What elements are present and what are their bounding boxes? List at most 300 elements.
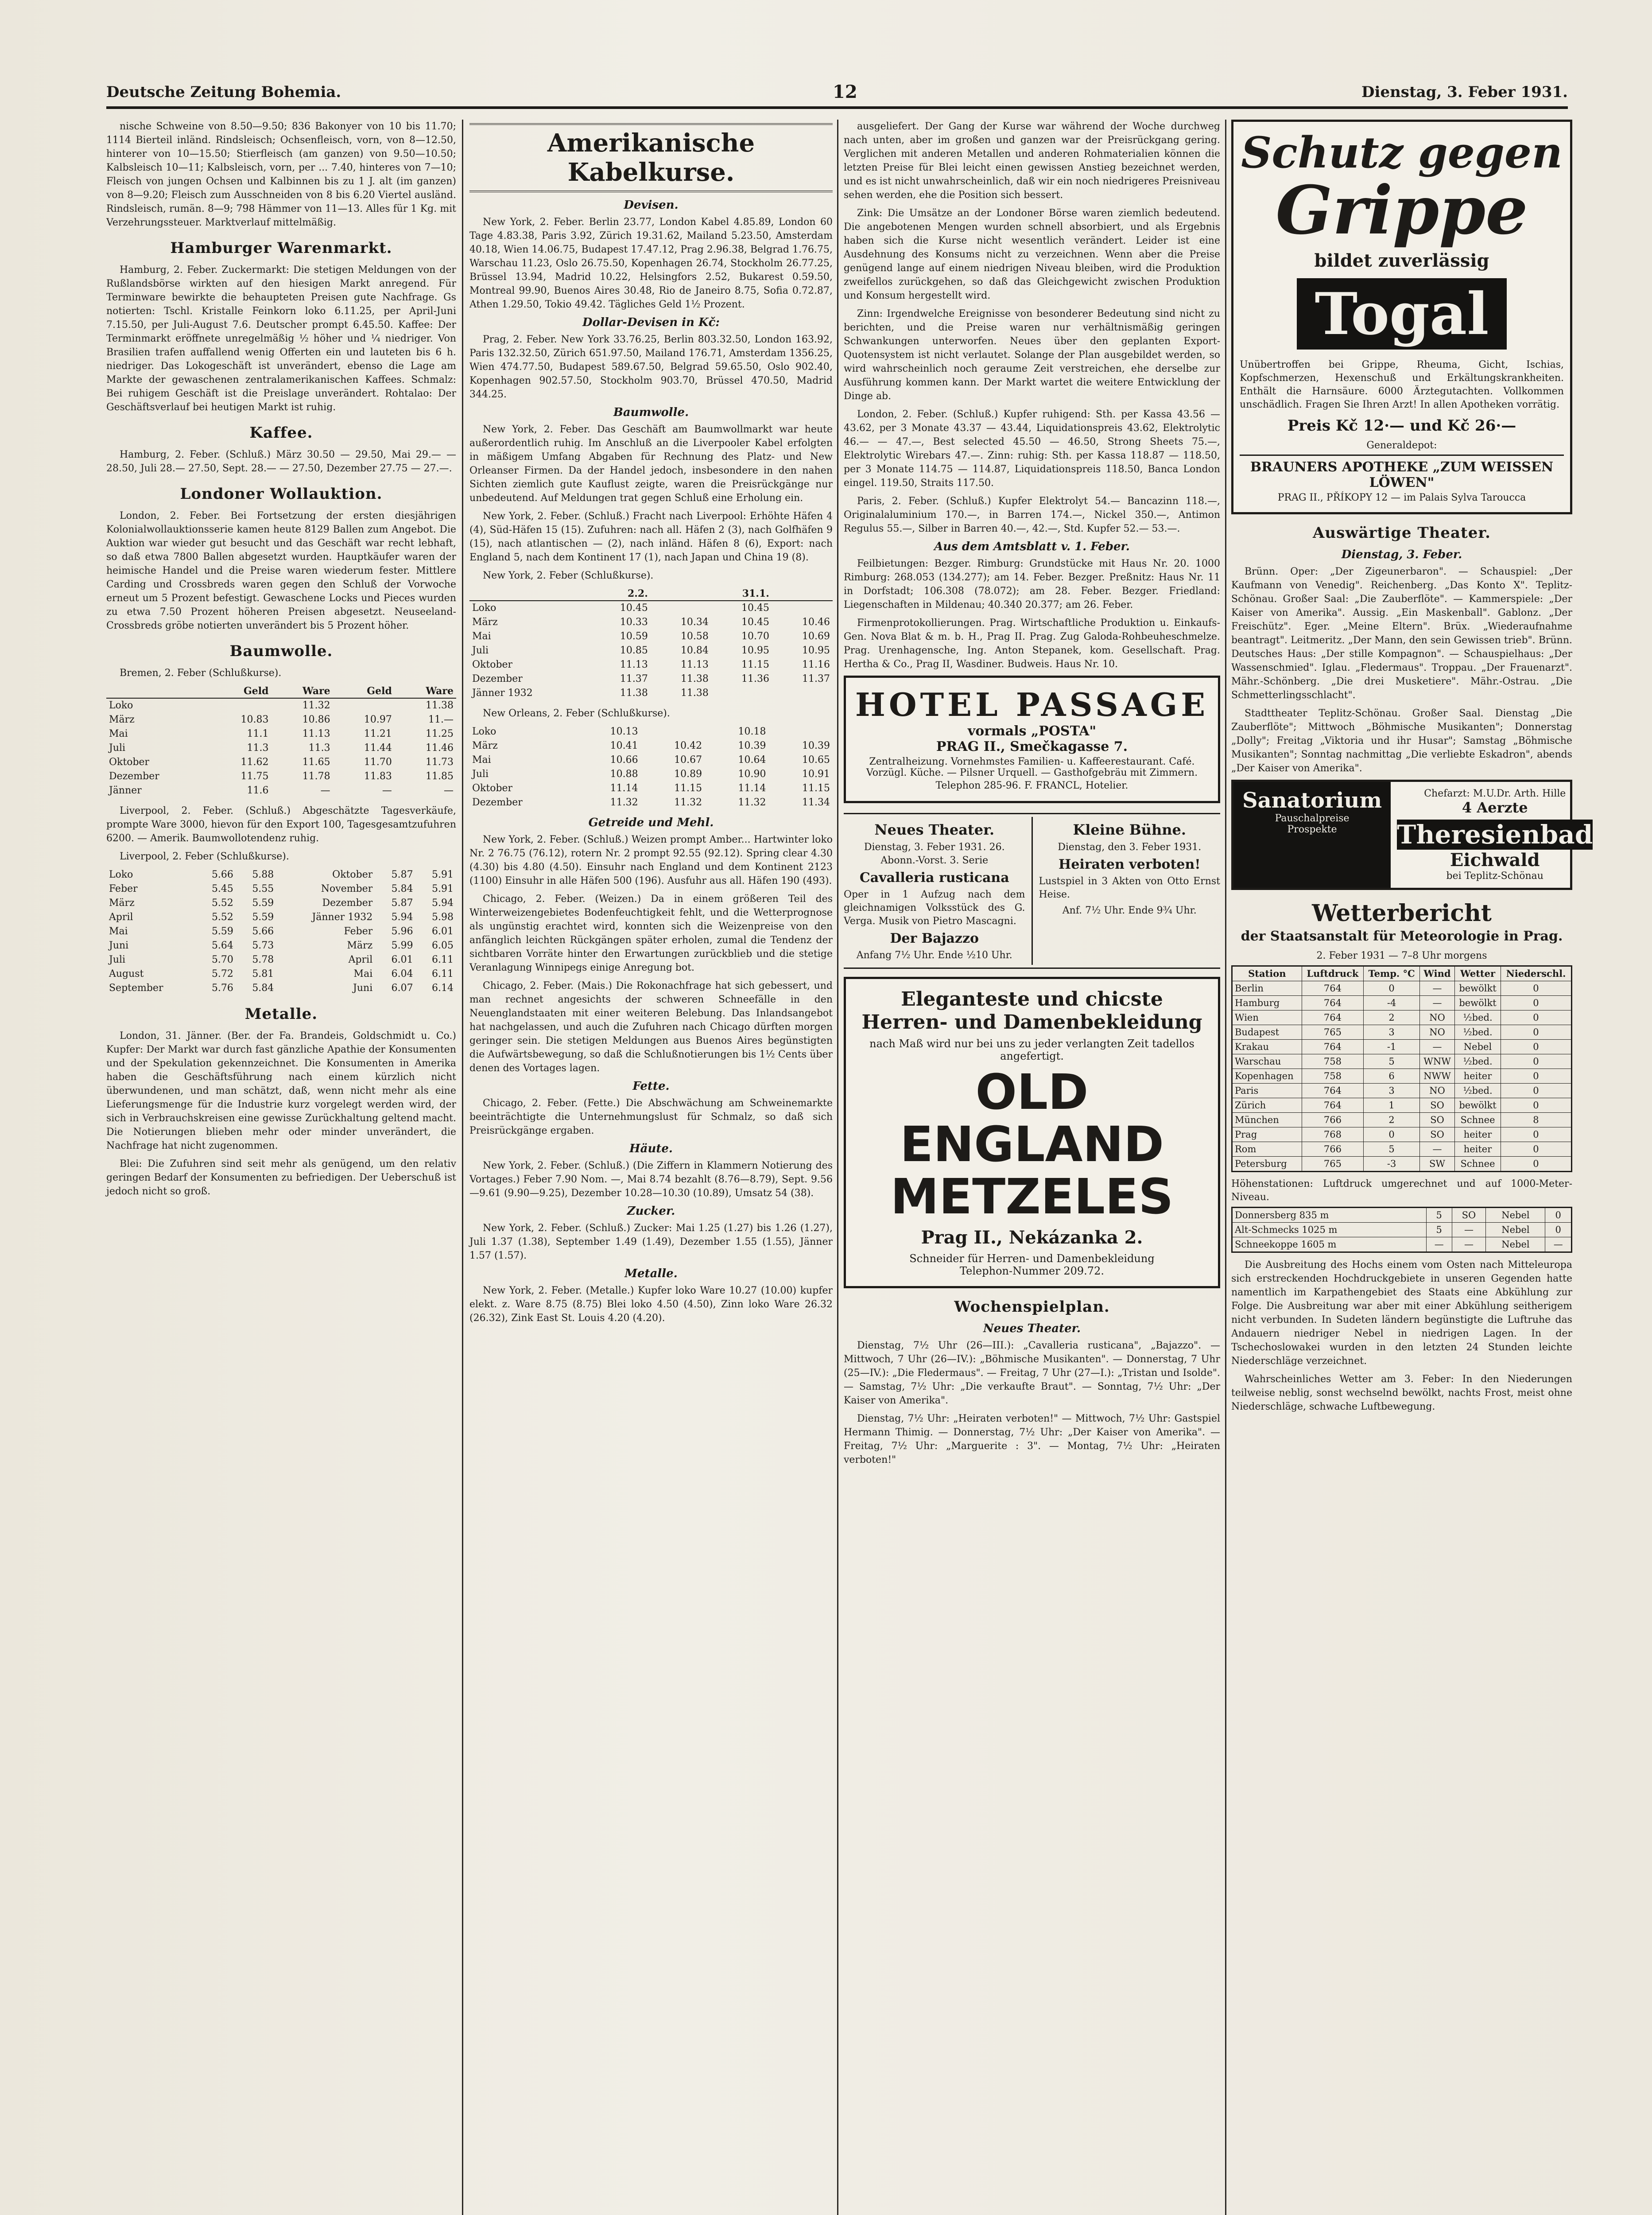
table-row (1232, 1223, 1572, 1237)
play-time: Anf. 7½ Uhr. Ende 9¾ Uhr. (1062, 905, 1197, 916)
table-cell: 1 (1364, 1098, 1420, 1113)
table-cell: 10.64 (738, 754, 766, 766)
table-cell (772, 601, 833, 615)
table-cell: Loko (109, 700, 133, 711)
table-cell: 10.13 (610, 726, 638, 737)
table-cell: NWW (1419, 1069, 1454, 1084)
table-cell: 11.21 (364, 728, 392, 739)
table-cell: 0 (1545, 1208, 1572, 1223)
ad-text: 4 Aerzte (1462, 799, 1528, 816)
ad-title: Theresienbad (1397, 820, 1593, 850)
play-title: Der Bajazzo (890, 931, 979, 946)
table-cell: Krakau (1232, 1040, 1302, 1054)
table-cell (769, 725, 833, 739)
table-header-cell: Niederschl. (1501, 966, 1571, 981)
table-cell: SO (1419, 1127, 1454, 1142)
section-heading: Baumwolle. (229, 642, 333, 660)
table-cell: 5.88 (252, 869, 274, 880)
table-cell: 10.34 (680, 617, 709, 628)
old-england-ad (844, 977, 1220, 1288)
ad-text: Chefarzt: M.U.Dr. Arth. Hille (1424, 788, 1566, 799)
table-cell: 10.46 (802, 617, 830, 628)
ad-text: Unübertroffen bei Grippe, Rheuma, Gicht, Ischias, Kopfschmerzen, Hexenschuß und Erkältungskrankheiten. Enthält die Harnsäure. 6000 Ärztegutachten. Vollkommen unschädlich. Fragen Sie Ihren Arzt! In allen Apotheken vorrätig. (1240, 359, 1564, 410)
table-cell: 5.59 (211, 926, 233, 937)
play-title: Heiraten verboten! (1058, 857, 1201, 872)
table-cell: März (109, 714, 135, 725)
table-cell: 2 (1364, 1113, 1420, 1127)
table-cell: NO (1419, 1010, 1454, 1025)
table-cell: Jänner 1932 (312, 912, 373, 923)
table-row (469, 686, 833, 700)
table-cell: — (1419, 1040, 1454, 1054)
ad-brand: METZELES (890, 1168, 1174, 1225)
table-cell: — (1452, 1237, 1486, 1252)
table-row (1232, 1113, 1572, 1127)
ad-text: Pauschalpreise (1275, 813, 1350, 824)
table-cell: 11.83 (364, 771, 392, 782)
table-row (106, 868, 456, 882)
table-cell: August (109, 968, 144, 979)
sub-heading: Fette. (632, 1080, 670, 1093)
table-cell: 10.83 (240, 714, 269, 725)
table-caption: New York, 2. Feber (Schlußkurse). (483, 570, 654, 581)
table-row (469, 630, 833, 644)
table-cell: Oktober (109, 757, 150, 768)
table-header-cell: Geld (333, 684, 395, 698)
table-row (1232, 1237, 1572, 1252)
table-row (469, 796, 833, 810)
page-number: 12 (833, 82, 857, 102)
table-cell: 5.87 (391, 898, 413, 909)
table-cell: 10.18 (738, 726, 766, 737)
table-cell: Donnersberg 835 m (1232, 1208, 1427, 1223)
column-3 (844, 120, 1220, 2215)
divider (1032, 817, 1033, 965)
table-cell: 5.55 (252, 883, 274, 894)
table-row (106, 953, 456, 967)
table-cell: SW (1419, 1157, 1454, 1172)
table-cell: 0 (1545, 1223, 1572, 1237)
table-row (1232, 1025, 1572, 1040)
table-cell: 11.38 (680, 688, 709, 699)
table-cell: Mai (109, 728, 128, 739)
table-header-cell: Ware (395, 684, 456, 698)
table-cell: 10.39 (738, 740, 766, 751)
table-cell: 10.69 (802, 631, 830, 642)
table-cell: 0 (1501, 1084, 1571, 1098)
table-cell: 766 (1302, 1142, 1364, 1157)
table-row (106, 755, 456, 769)
table-cell: 6.01 (391, 954, 413, 965)
table-cell: SO (1452, 1208, 1486, 1223)
sub-heading: Aus dem Amtsblatt v. 1. Feber. (934, 540, 1130, 553)
table-cell: 11.37 (620, 673, 648, 684)
table-cell: 5.76 (211, 983, 233, 994)
table-cell: 0 (1501, 1010, 1571, 1025)
table-cell: -1 (1364, 1040, 1420, 1054)
article-text: Zink: Die Umsätze an der Londoner Börse waren ziemlich bedeutend. Die angebotenen Mengen wurden schnell absorbiert, und als Ergebnis haben sich die Kurse nicht wesentlich verändert. Leider ist eine Ausdehnung des Konsums nicht zu verzeichnen. Wenn aber die Preise genügend lange auf einem niedrigen Niveau bleiben, wird die Produktion zweifellos zurückgehen, so daß das Gleichgewicht zwischen Produktion und Konsum hergestellt wird. (844, 208, 1220, 301)
column-rule (462, 120, 463, 2215)
article-text: Dienstag, 7½ Uhr: „Heiraten verboten!" — Mittwoch, 7½ Uhr: Gastspiel Hermann Thimig. — Donnerstag, 7½ Uhr: „Der Kaiser von Amerika". — Freitag, 7½ Uhr: „Marguerite : 3". — Montag, 7½ Uhr: „Heiraten verboten!" (844, 1413, 1220, 1465)
table-cell: — (1426, 1237, 1452, 1252)
theater-date: Dienstag, 3. Feber 1931. 26. Abonn.-Vorst. 3. Serie (864, 842, 1005, 866)
table-cell: ½bed. (1455, 1084, 1501, 1098)
masthead-title: Deutsche Zeitung Bohemia. (106, 83, 341, 101)
table-cell: 11.73 (426, 757, 454, 768)
table-cell: Mai (353, 968, 373, 979)
table-row (1232, 1054, 1572, 1069)
table-header-cell: 31.1. (711, 587, 772, 601)
sub-heading: Dienstag, 3. Feber. (1341, 548, 1462, 561)
table-cell: 764 (1302, 1098, 1364, 1113)
table-cell: 764 (1302, 1084, 1364, 1098)
table-cell: Prag (1232, 1127, 1302, 1142)
theater-date: Dienstag, den 3. Feber 1931. (1058, 842, 1202, 853)
table-cell: 10.67 (674, 754, 702, 766)
table-cell: Petersburg (1232, 1157, 1302, 1172)
table-cell: 5.91 (432, 869, 454, 880)
table-cell: April (348, 954, 373, 965)
play-time: Anfang 7½ Uhr. Ende ½10 Uhr. (856, 950, 1012, 961)
table-header-cell (106, 684, 209, 698)
table-cell: Warschau (1232, 1054, 1302, 1069)
table-cell: 11.16 (802, 659, 830, 670)
table-cell: 5 (1426, 1208, 1452, 1223)
table-cell: — (444, 785, 454, 796)
ad-title: HOTEL PASSAGE (855, 686, 1209, 723)
ad-price: Preis Kč 12·— und Kč 26·— (1287, 417, 1516, 435)
table-cell: Loko (472, 726, 496, 737)
article-text: Chicago, 2. Feber. (Fette.) Die Abschwächung am Schweinemarkte beeinträchtigte die Unternehmungslust für Schmalz, so daß sich Preisrückgänge ergaben. (469, 1098, 833, 1136)
ad-headline: Schutz gegen (1241, 128, 1563, 178)
article-text: Chicago, 2. Feber. (Weizen.) Da in einem größeren Teil des Winterweizengebietes Bodenfeuchtigkeit fehlt, und die Wetterprognose als ungünstig erachtet wird, konnten sich die Weizenpreise von den anfänglich leichten Rückgängen später erholen, zumal die Tendenz der sichtbaren Vorräte hinter den Erwartungen zurückblieb und die stetige Veranlagung Winnipegs einige Anregung bot. (469, 894, 833, 973)
table-cell: 11.25 (426, 728, 454, 739)
table-cell: November (321, 883, 373, 894)
article-text: Dienstag, 7½ Uhr (26—III.): „Cavalleria rusticana", „Bajazzo". — Mittwoch, 7 Uhr (26—IV.): „Böhmische Musikanten". — Donnerstag, 7 Uhr (25—IV.): „Die Fledermaus". — Freitag, 7 Uhr (27—I.): „Tristan und Isolde". — Samstag, 7½ Uhr: „Die verkaufte Braut". — Sonntag, 7½ Uhr: „Der Kaiser von Amerika". (844, 1340, 1220, 1406)
table-cell: 10.88 (610, 769, 638, 780)
weather-table (1231, 965, 1572, 1172)
table-cell: 6.14 (432, 983, 454, 994)
table-cell (641, 725, 705, 739)
table-cell: — (1419, 1142, 1454, 1157)
column-rule (1225, 120, 1226, 2215)
table-row (1232, 1208, 1572, 1223)
table-cell: 5.87 (391, 869, 413, 880)
table-cell: 6.04 (391, 968, 413, 979)
table-cell: 11.15 (802, 783, 830, 794)
table-cell (711, 686, 772, 700)
table-cell: 0 (1501, 1040, 1571, 1054)
theater-name: Kleine Bühne. (1073, 821, 1187, 838)
table-cell: 11.85 (426, 771, 454, 782)
table-cell (209, 698, 271, 713)
table-header-cell: 2.2. (590, 587, 651, 601)
play-description: Oper in 1 Aufzug nach dem gleichnamigen Volksstück des G. Verga. Musik von Pietro Mascagni. (844, 889, 1025, 927)
table-cell: Mai (472, 754, 491, 766)
table-cell: bewölkt (1455, 996, 1501, 1010)
article-text: Blei: Die Zufuhren sind seit mehr als genügend, um den relativ geringen Bedarf der Konsumenten zu befriedigen. Der Ueberschuß ist jedoch nicht so groß. (106, 1158, 456, 1197)
table-cell: Loko (472, 602, 496, 614)
table-cell: 10.95 (741, 645, 769, 656)
table-header-cell: Temp. °C (1364, 966, 1420, 981)
article-text: Liverpool, 2. Feber. (Schluß.) Abgeschätzte Tagesverkäufe, prompte Ware 3000, hievon für den Export 100, Tagesgesamtzufuhren 6200. — Amerik. Baumwollotendenz ruhig. (106, 805, 456, 844)
table-row (469, 781, 833, 796)
table-cell: Oktober (472, 659, 513, 670)
togal-logo: Togal (1297, 278, 1506, 350)
ad-subtitle: vormals „POSTA" (967, 723, 1097, 739)
article-text: Prag, 2. Feber. New York 33.76.25, Berlin 803.32.50, London 163.92, Paris 132.32.50, Zürich 651.97.50, Mailand 176.71, Amsterdam 1356.25, Wien 474.77.50, Budapest 589.67.50, Belgrad 59.65.50, Oslo 902.40, Kopenhagen 902.57.50, Stockholm 903.70, Brüssel 470.50, Madrid 344.25. (469, 334, 833, 400)
table-header-row (106, 684, 456, 698)
weather-title: Wetterbericht (1312, 900, 1492, 927)
table-cell: 0 (1501, 981, 1571, 996)
table-cell: 6.07 (391, 983, 413, 994)
table-cell: 11.13 (302, 728, 330, 739)
table-cell: 11.3 (308, 742, 330, 754)
sub-heading: Metalle. (624, 1267, 678, 1280)
article-text: Paris, 2. Feber. (Schluß.) Kupfer Elektrolyt 54.— Bancazinn 118.—, Originalaluminium 170.—, in Barren 174.—, Nickel 350.—, Antimon Regulus 55.—, Silber in Barren 40.—, 42.—, Std. Kupfer 52.— 53.—. (844, 496, 1220, 534)
table-cell: — (382, 785, 392, 796)
liverpool-table (106, 868, 456, 995)
table-cell: 10.39 (802, 740, 830, 751)
table-row (1232, 1040, 1572, 1054)
ad-contact: Telephon 285-96. F. FRANCL, Hotelier. (935, 780, 1128, 791)
table-cell: 10.42 (674, 740, 702, 751)
section-heading: Hamburger Warenmarkt. (170, 239, 392, 257)
table-cell: 5.73 (252, 940, 274, 951)
table-cell: März (347, 940, 373, 951)
table-header-row (1232, 966, 1572, 981)
table-cell: 5 (1426, 1223, 1452, 1237)
ad-text: Zentralheizung. Vornehmstes Familien- u. Kaffeerestaurant. Café. Vorzügl. Küche. — Pilsner Urquell. — Gasthofgebräu mit Zimmern. (866, 756, 1198, 778)
table-cell: Budapest (1232, 1025, 1302, 1040)
table-cell: 5 (1364, 1142, 1420, 1157)
table-cell: 8 (1501, 1113, 1571, 1127)
table-row (106, 967, 456, 981)
table-row (106, 910, 456, 925)
article-text: New York, 2. Feber. (Schluß.) Fracht nach Liverpool: Erhöhte Häfen 4 (4), Süd-Häfen 15 (15). Zufuhren: nach all. Häfen 2 (3), nach Golfhäfen 9 (15), nach atlantischen — (2), nach inländ. Häfen 8 (6), Export: nach England 5, nach dem Kontinent 17 (1), nach Japan und China 19 (8). (469, 511, 833, 563)
table-cell: 5.94 (432, 898, 454, 909)
play-title: Cavalleria rusticana (859, 870, 1009, 886)
table-cell: 0 (1501, 1142, 1571, 1157)
table-cell: 0 (1501, 1157, 1571, 1172)
ad-title: Sanatorium (1242, 788, 1382, 813)
table-cell: 10.59 (620, 631, 648, 642)
table-header-cell: Ware (271, 684, 333, 698)
weather-subtitle: der Staatsanstalt für Meteorologie in Prag. (1241, 929, 1563, 944)
table-row (1232, 996, 1572, 1010)
table-cell: NO (1419, 1084, 1454, 1098)
column-4 (1231, 120, 1593, 2215)
article-text: Firmenprotokollierungen. Prag. Wirtschaftliche Produktion u. Einkaufs-Gen. Nova Blat & m. b. H., Prag II. Prag. Zug Galoda-Rohbeuheschmelze. Prag. Urenhagensche, Ing. Anton Stepanek, kom. Gesellschaft. Prag. Hertha & Co., Prag II, Wasdiner. Budweis. Haus Nr. 10. (844, 618, 1220, 670)
table-row (469, 615, 833, 630)
table-row (469, 672, 833, 686)
sub-heading: Zucker. (627, 1205, 675, 1218)
section-heading: Metalle. (244, 1005, 318, 1023)
table-cell: 764 (1302, 1010, 1364, 1025)
section-heading: Kaffee. (249, 424, 313, 442)
table-cell: bewölkt (1455, 1098, 1501, 1113)
sanatorium-ad (1231, 780, 1593, 890)
bremen-table (106, 684, 456, 798)
table-cell: Schnee (1455, 1113, 1501, 1127)
table-cell: — (1419, 981, 1454, 996)
article-text: Zinn: Irgendwelche Ereignisse von besonderer Bedeutung sind nicht zu berichten, und die Preise waren nur verhältnismäßig geringen Schwankungen unterworfen. Neues über den geplanten Export-Quotensystem ist nicht verlautet. Solange der Plan ausgebildet werden, so wird wahrscheinlich noch geraume Zeit verstreichen, ehe derselbe zur Ausführung kommen kann. Der Markt wartet die weitere Entwicklung der Dinge ab. (844, 308, 1220, 402)
table-cell: 11.70 (364, 757, 392, 768)
table-cell: SO (1419, 1113, 1454, 1127)
sub-heading: Dollar-Devisen in Kč: (582, 316, 720, 329)
table-cell: 11.14 (610, 783, 638, 794)
table-cell: 10.84 (680, 645, 709, 656)
hotel-passage-ad (844, 676, 1220, 803)
table-cell: 5.78 (252, 954, 274, 965)
column-rule (837, 120, 838, 2215)
table-cell: Zürich (1232, 1098, 1302, 1113)
table-cell: Kopenhagen (1232, 1069, 1302, 1084)
ad-location: Eichwald (1450, 850, 1540, 870)
table-row (106, 741, 456, 755)
table-cell: 10.90 (738, 769, 766, 780)
table-cell: 10.45 (741, 617, 769, 628)
table-row (106, 925, 456, 939)
table-cell: Dezember (109, 771, 159, 782)
table-cell: heiter (1455, 1069, 1501, 1084)
theater-listings (844, 813, 1220, 969)
article-text: New York, 2. Feber. (Schluß.) Weizen prompt Amber... Hartwinter loko Nr. 2 76.75 (76.12), rotern Nr. 2 prompt 92.55 (92.12). Spring clear 4.30 (4.30) bis 4.80 (4.50). Einsuhr nach England und dem Kontinent 2123 (1100) Einsuhr in alle Häfen 500 (196). Ausfuhr aus all. Häfen 190 (493). (469, 834, 833, 886)
table-cell: Feber (344, 926, 373, 937)
table-cell: 765 (1302, 1025, 1364, 1040)
table-cell: 5.96 (391, 926, 413, 937)
table-cell: 6 (1364, 1069, 1420, 1084)
table-row (469, 644, 833, 658)
new-york-table (469, 587, 833, 700)
table-cell: Schnee (1455, 1157, 1501, 1172)
table-cell: 10.85 (620, 645, 648, 656)
table-cell: — (320, 785, 330, 796)
table-cell: bewölkt (1455, 981, 1501, 996)
table-cell: 5.91 (432, 883, 454, 894)
table-row (106, 698, 456, 713)
table-row (1232, 1069, 1572, 1084)
table-cell: 11.6 (247, 785, 269, 796)
weather-table-mountains (1231, 1207, 1572, 1253)
ad-address: PRAG II., Smečkagasse 7. (936, 739, 1128, 754)
ad-pharmacy: BRAUNERS APOTHEKE „ZUM WEISSEN LÖWEN" (1240, 455, 1564, 490)
table-cell: Dezember (472, 673, 523, 684)
table-cell: 3 (1364, 1025, 1420, 1040)
table-cell: März (472, 740, 498, 751)
table-row (106, 727, 456, 741)
table-cell: 768 (1302, 1127, 1364, 1142)
table-cell: Juni (109, 940, 129, 951)
theater-left (844, 817, 1025, 965)
table-cell: 5 (1364, 1054, 1420, 1069)
table-cell: Juli (109, 954, 126, 965)
table-cell: 10.33 (620, 617, 648, 628)
table-cell: Schneekoppe 1605 m (1232, 1237, 1427, 1252)
article-text: New York, 2. Feber. (Schluß.) Zucker: Mai 1.25 (1.27) bis 1.26 (1.27), Juli 1.37 (1.38), September 1.49 (1.49), Dezember 1.55 (1.55), Jänner 1.57 (1.57). (469, 1223, 833, 1261)
table-header-cell: Luftdruck (1302, 966, 1364, 981)
play-description: Lustspiel in 3 Akten von Otto Ernst Heise. (1039, 876, 1220, 900)
article-text: Hamburg, 2. Feber. Zuckermarkt: Die stetigen Meldungen von der Rußlandsbörse wirkten auf den hiesigen Markt anregend. Für Terminware bewirkte die behaupteten Preisen gute Nachfrage. Gs notierten: Tschl. Kristalle Feinkorn loko 6.11.25, per April-Juni 7.15.50, per Juli-August 7.6. Deutscher prompt 6.45.50. Kaffee: Der Terminmarkt eröffnete unregelmäßig ½ höher und ¼ niedriger. Von Brasilien trafen auffallend wenig Offerten ein und lauteten bis 6 h. niedriger. Das Lokogeschäft ist unverändert, ebenso die Lage am Markte der gewaschenen zentralamerikanischen Kaffees. Schmalz: Bei ruhigem Geschäft ist die Preislage unverändert. Rohtalao: Der Geschäftsverlauf bei heutigen Markt ist ruhig. (106, 264, 456, 413)
table-cell: 0 (1501, 996, 1571, 1010)
masthead-date: Dienstag, 3. Feber 1931. (1361, 83, 1568, 101)
table-cell: ½bed. (1455, 1010, 1501, 1025)
column-1 (106, 120, 456, 2215)
table-header-cell (469, 587, 590, 601)
table-cell: 765 (1302, 1157, 1364, 1172)
table-cell: 764 (1302, 1040, 1364, 1054)
sub-heading: Baumwolle. (613, 406, 689, 419)
article-text: Hamburg, 2. Feber. (Schluß.) März 30.50 — 29.50, Mai 29.— — 28.50, Juli 28.— 27.50, Sept. 28.— — 27.50, Dezember 27.75 — 27.—. (106, 449, 456, 474)
table-cell: 6.05 (432, 940, 454, 951)
table-cell: 11.46 (426, 742, 454, 754)
table-cell: Mai (472, 631, 491, 642)
table-cell: Dezember (322, 898, 373, 909)
table-cell: 0 (1501, 1054, 1571, 1069)
table-cell: 11.15 (741, 659, 769, 670)
table-cell: 0 (1501, 1127, 1571, 1142)
sub-heading: Häute. (629, 1142, 673, 1155)
ad-text: Prospekte (1287, 824, 1337, 835)
table-cell: Juli (472, 645, 489, 656)
table-cell: April (109, 912, 133, 923)
table-cell: 3 (1364, 1084, 1420, 1098)
table-cell: 0 (1364, 981, 1420, 996)
table-cell: 5.94 (391, 912, 413, 923)
table-cell: 11.36 (741, 673, 769, 684)
table-cell: 11.32 (610, 797, 638, 808)
article-text: New York, 2. Feber. Berlin 23.77, London Kabel 4.85.89, London 60 Tage 4.83.38, Paris 3.92, Zürich 19.31.62, Mailand 5.23.50, Amsterdam 40.18, Wien 14.06.75, Budapest 17.47.12, Prag 2.96.38, Belgrad 1.76.75, Warschau 11.23, Oslo 26.75.50, Kopenhagen 26.74, Stockholm 26.77.25, Brüssel 13.94, Madrid 10.22, Helsingfors 2.52, Bukarest 0.59.50, Montreal 99.90, Buenos Aires 30.48, Rio de Janeiro 8.75, Sofia 0.72.87, Athen 1.29.50, Tokio 49.42. Tägliches Geld 1½ Prozent. (469, 217, 833, 310)
article-text: Feilbietungen: Bezger. Rimburg: Grundstücke mit Haus Nr. 20. 1000 Rimburg: 268.053 (134.277); am 14. Feber. Bezger. Preßnitz: Haus Nr. 11 in Dorfstadt; 106.308 (78.072); am 28. Feber. Bezger. Friedland: Liegenschaften in Mildenau; 40.340 20.377; am 26. Feber. (844, 558, 1220, 610)
table-cell: 10.97 (364, 714, 392, 725)
table-header-cell: Geld (209, 684, 271, 698)
ad-headline: Grippe (1276, 171, 1528, 249)
table-cell: heiter (1455, 1127, 1501, 1142)
table-cell: Dezember (472, 797, 523, 808)
table-cell: 11.32 (738, 797, 766, 808)
table-cell: — (1452, 1223, 1486, 1237)
table-cell: -3 (1364, 1157, 1420, 1172)
table-cell (772, 686, 833, 700)
table-cell: Wien (1232, 1010, 1302, 1025)
masthead (106, 80, 1568, 109)
article-text: Chicago, 2. Feber. (Mais.) Die Rokonachfrage hat sich gebessert, und man rechnet angesichts der schweren Schneefälle in den Neuenglandstaaten mit einer weiteren Belebung. Das Inlandsangebot hat nachgelassen, und auch die Zufuhren nach Chicago dürften morgen geringer sein. Die stetigen Meldungen aus Buenos Aires begünstigten die Aufwärtsbewegung, so daß die Schlußnotierungen bis 1½ Cents über denen des Vortages lagen. (469, 980, 833, 1074)
table-cell: 5.59 (252, 912, 274, 923)
article-text: London, 2. Feber. (Schluß.) Kupfer ruhigend: Sth. per Kassa 43.56 — 43.62, per 3 Monate 43.37 — 43.44, Liquidationspreis 43.62, Elektrolytic 46.— — 47.—, Best selected 45.50 — 46.50, Strong Sheets 75.—, Elektrolytic Wirebars 47.—. Zinn: ruhig: Sth. per Kassa 118.87 — 118.50, per 3 Monate 114.75 — 114.87, Liquidationspreis 118.50, Banca London eingel. 119.50, Straits 117.50. (844, 409, 1220, 489)
table-cell: Nebel (1455, 1040, 1501, 1054)
sub-heading: Getreide und Mehl. (588, 816, 714, 829)
table-cell: 758 (1302, 1069, 1364, 1084)
table-cell: 11.37 (802, 673, 830, 684)
table-row (106, 713, 456, 727)
table-header-cell: Wind (1419, 966, 1454, 981)
section-heading: Wochenspielplan. (954, 1298, 1110, 1316)
table-cell: Hamburg (1232, 996, 1302, 1010)
ad-subline: bildet zuverlässig (1314, 250, 1489, 271)
table-cell: 10.45 (741, 602, 769, 614)
table-cell: 5.52 (211, 898, 233, 909)
table-row (106, 939, 456, 953)
table-row (469, 725, 833, 739)
weather-date: 2. Feber 1931 — 7–8 Uhr morgens (1316, 950, 1487, 961)
sanatorium-left (1233, 782, 1391, 888)
table-cell: 5.66 (252, 926, 274, 937)
table-header-cell (651, 587, 711, 601)
table-cell: 11.38 (426, 700, 454, 711)
ad-tagline: nach Maß wird nur bei uns zu jeder verlangten Zeit tadellos angefertigt. (869, 1038, 1194, 1062)
table-cell: 10.66 (610, 754, 638, 766)
table-cell: Feber (109, 883, 138, 894)
